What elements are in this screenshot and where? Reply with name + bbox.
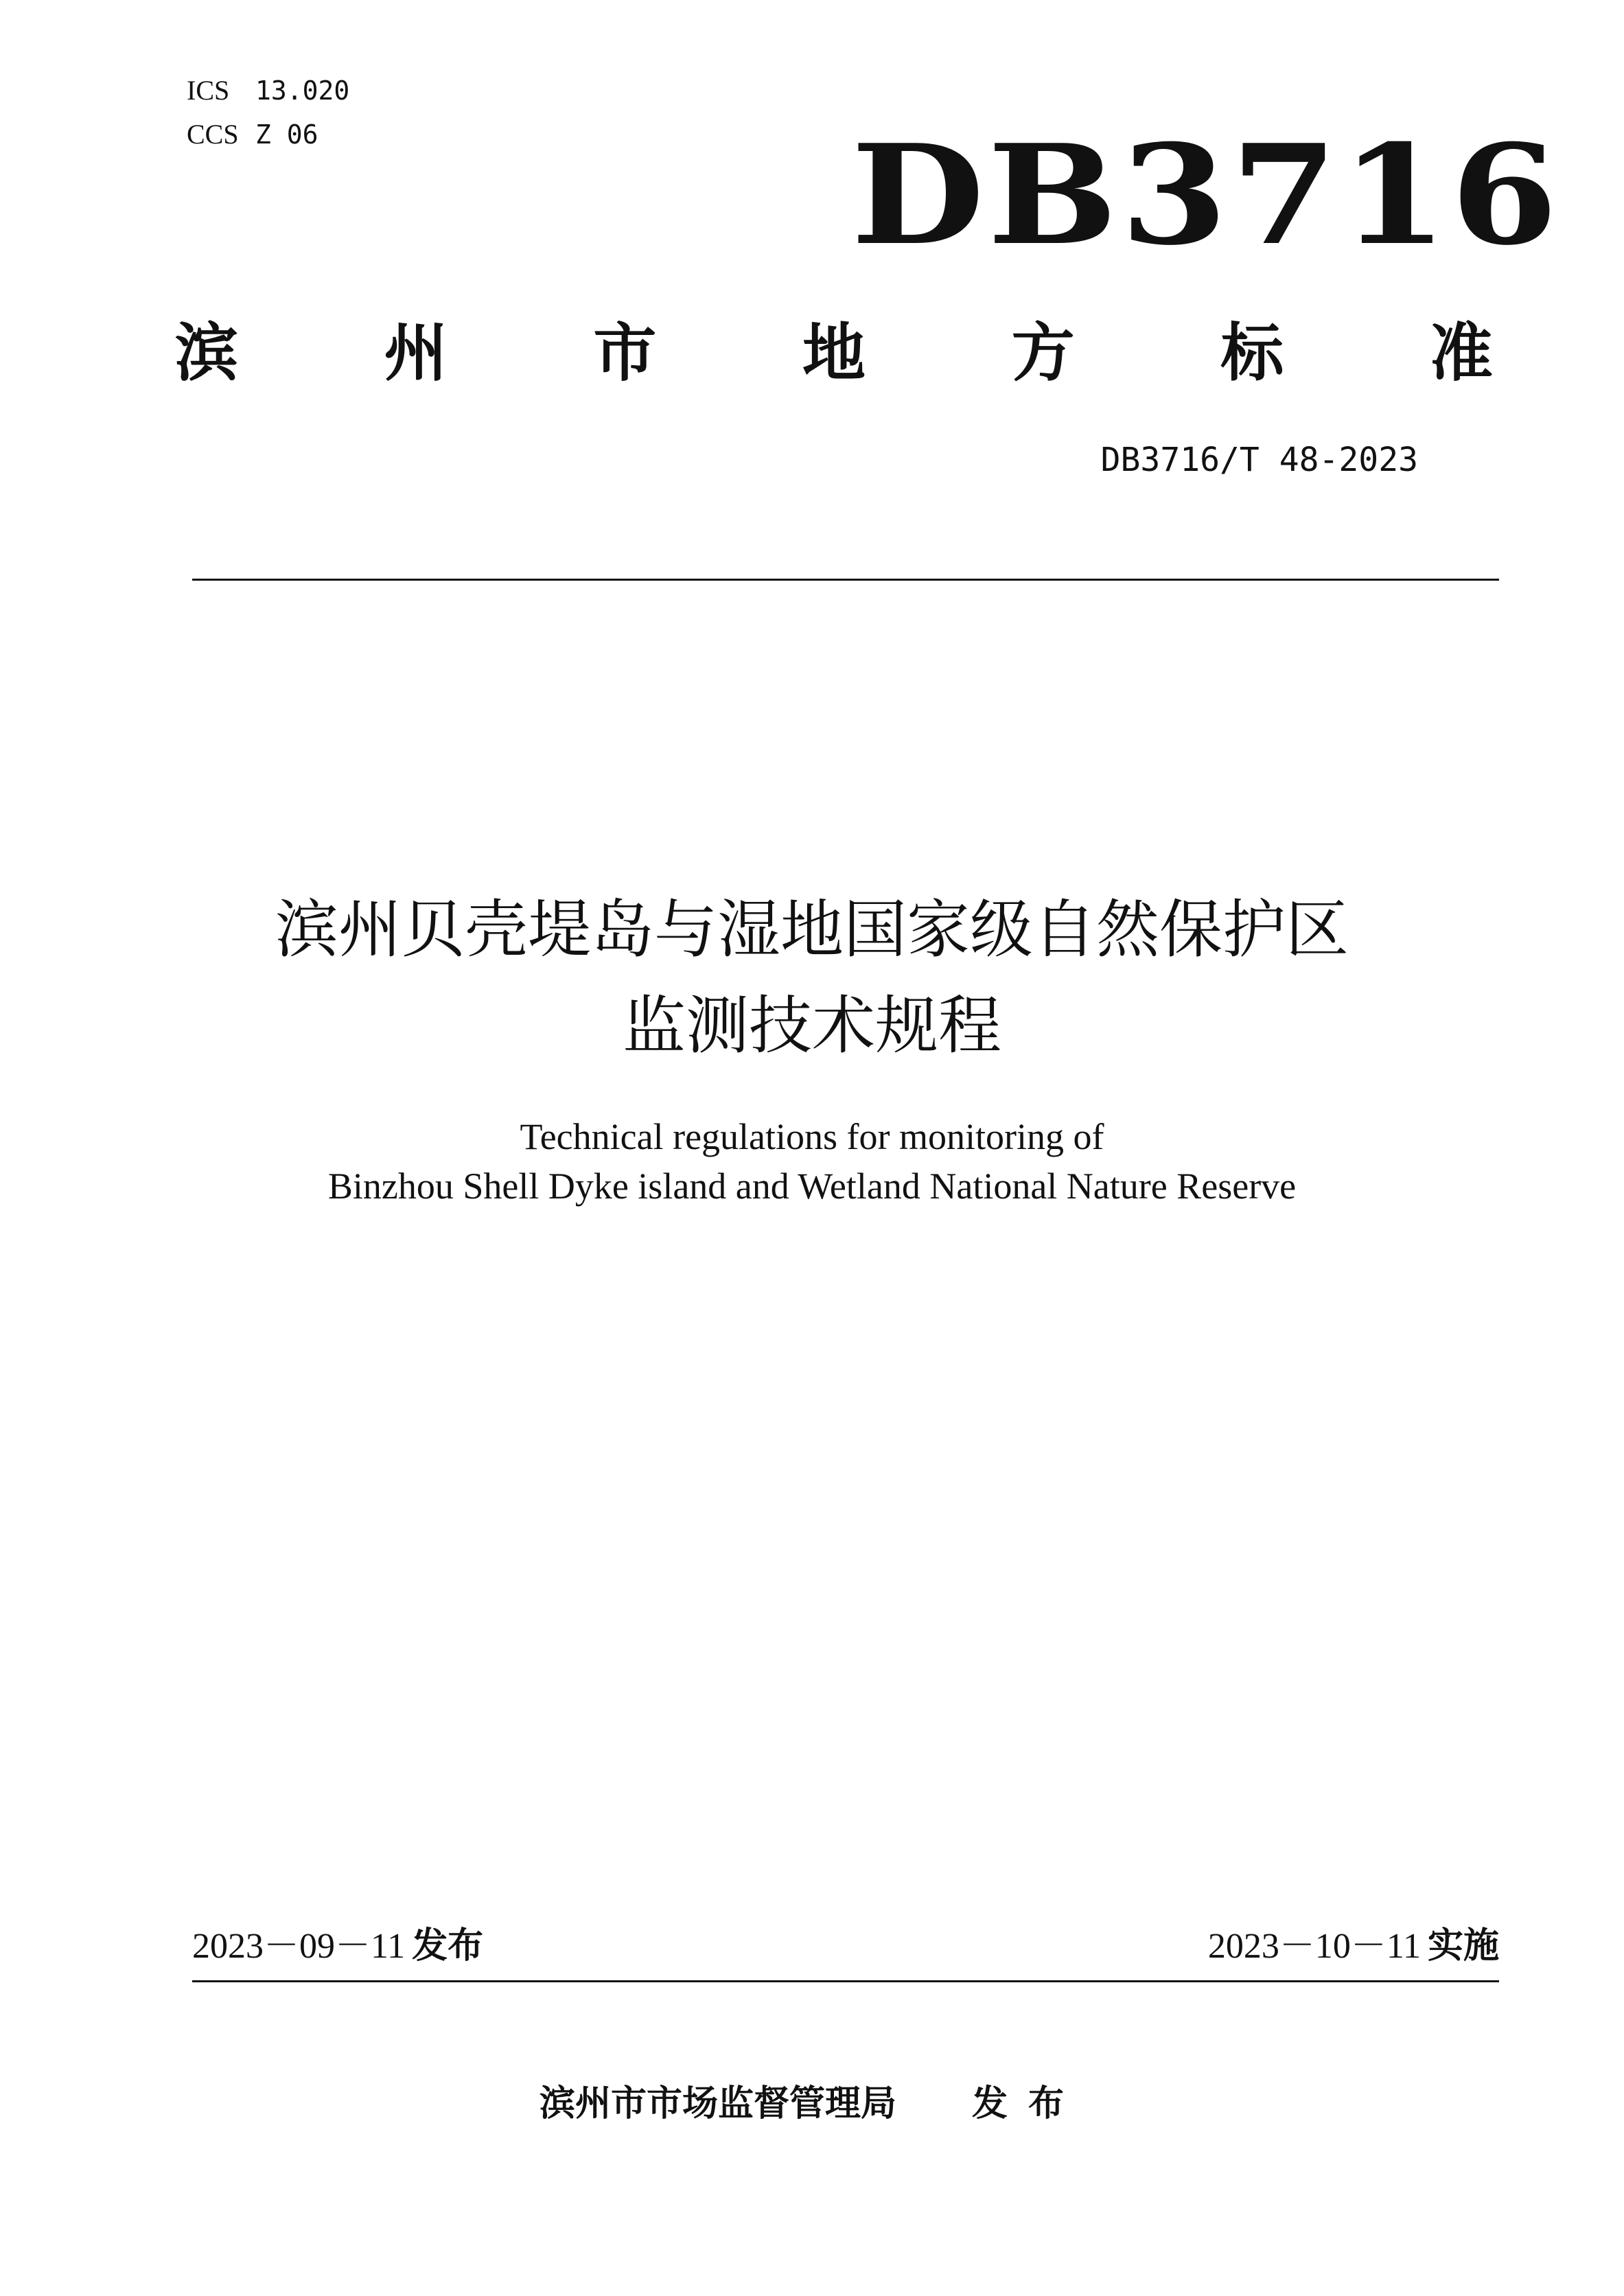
ccs-label: CCS <box>187 119 239 150</box>
ccs-classification <box>187 118 318 151</box>
effective-date: 2023－10－11 <box>1207 1927 1421 1966</box>
chinese-title-line-2: 监测技术规程 <box>622 989 1001 1063</box>
publish-date: 2023－09－11 <box>192 1927 406 1966</box>
standard-type-char: 滨 <box>175 316 239 390</box>
standard-type-heading <box>175 312 1493 395</box>
publish-label: 发布 <box>412 1925 484 1967</box>
issuer-action: 发布 <box>972 2083 1085 2124</box>
ics-classification <box>187 74 349 107</box>
standard-type-char: 地 <box>802 316 866 390</box>
issuing-authority <box>0 2080 1624 2128</box>
ics-value: 13.020 <box>255 76 350 106</box>
chinese-title-line-1: 滨州贝壳堤岛与湿地国家级自然保护区 <box>275 893 1349 966</box>
effective-date-line <box>1208 1922 1499 1971</box>
footer-divider <box>192 1980 1499 1982</box>
chinese-title <box>0 882 1624 1074</box>
english-title-line-2: Binzhou Shell Dyke island and Wetland National Nature Reserve <box>327 1166 1297 1207</box>
issuer-name: 滨州市市场监督管理局 <box>539 2083 896 2124</box>
header-divider <box>192 579 1499 581</box>
english-title <box>0 1112 1624 1211</box>
ics-label: ICS <box>187 75 230 106</box>
standard-type-char: 州 <box>384 316 448 390</box>
db-code-mark: DB3716 <box>851 115 1561 276</box>
standard-type-char: 市 <box>593 316 657 390</box>
standard-type-char: 标 <box>1220 316 1284 390</box>
english-title-line-1: Technical regulations for monitoring of <box>520 1116 1104 1157</box>
publish-date-line <box>192 1922 483 1971</box>
standard-type-char: 准 <box>1429 316 1493 390</box>
standard-type-char: 方 <box>1011 316 1075 390</box>
ccs-value: Z 06 <box>255 119 318 150</box>
effective-label: 实施 <box>1427 1925 1499 1967</box>
standard-number: DB3716/T 48-2023 <box>1100 441 1418 479</box>
